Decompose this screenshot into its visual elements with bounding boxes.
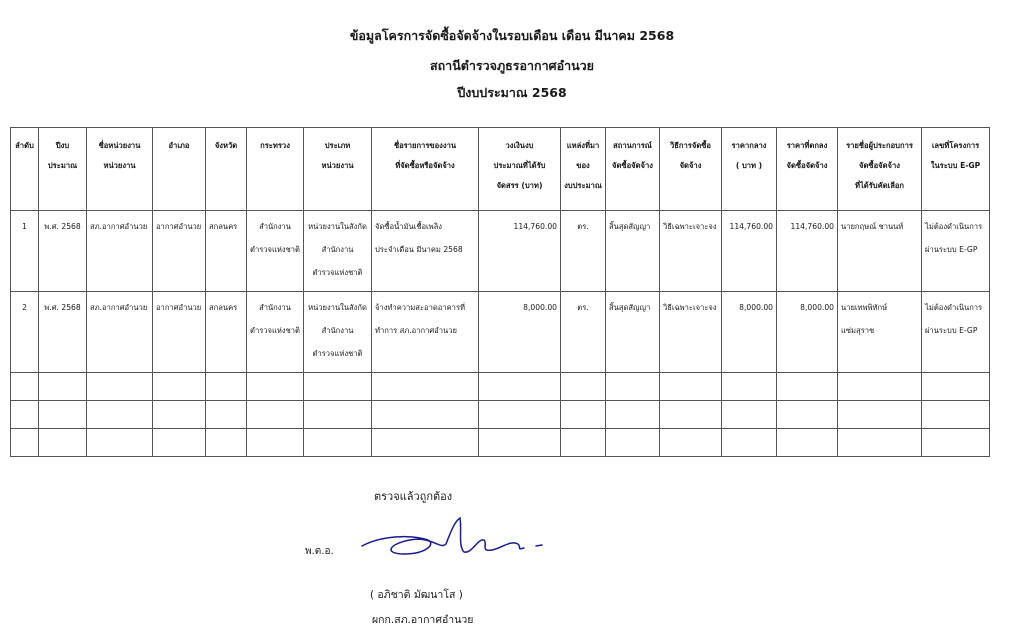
cell-text: จ้างทำความสะอาดอาคารที่ — [375, 303, 466, 312]
empty-cell — [153, 429, 206, 457]
cell-text: ทำการ สภ.อากาศอำนวย — [375, 326, 457, 335]
empty-cell — [39, 401, 87, 429]
empty-cell — [777, 401, 838, 429]
empty-cell — [606, 401, 660, 429]
column-header-line: วงเงินงบ — [505, 141, 534, 150]
cell-text: ไม่ต้องดำเนินการ — [925, 303, 983, 312]
column-header — [39, 128, 87, 211]
cell-text: อากาศอำนวย — [156, 222, 202, 231]
empty-cell — [561, 429, 606, 457]
cell-text: ผ่านระบบ E-GP — [925, 245, 978, 254]
column-header-line: ลำดับ — [15, 141, 34, 150]
cell-district — [153, 292, 206, 373]
cell-text: สำนักงาน — [321, 326, 354, 335]
empty-cell — [87, 429, 153, 457]
cell-vendor — [838, 211, 922, 292]
cell-province — [206, 292, 247, 373]
column-header-line: ราคาที่ตกลง — [786, 141, 828, 150]
empty-cell — [922, 373, 990, 401]
column-header-line: ราคากลาง — [731, 141, 767, 150]
empty-cell — [206, 373, 247, 401]
column-header — [153, 128, 206, 211]
column-header-line: จัดซื้อจัดจ้าง — [612, 161, 653, 170]
cell-text: ตำรวจแห่งชาติ — [250, 245, 300, 254]
cell-egp — [922, 211, 990, 292]
cell-text: สกลนคร — [209, 222, 238, 231]
empty-cell — [206, 429, 247, 457]
column-header-line: ประมาณที่ได้รับ — [493, 161, 546, 170]
cell-text: 8,000.00 — [523, 303, 557, 312]
cell-agreed-price — [777, 211, 838, 292]
column-header-line: จังหวัด — [214, 141, 238, 150]
cell-text: ตำรวจแห่งชาติ — [312, 268, 363, 277]
signer-position: ผกก.สภ.อากาศอำนวย — [372, 614, 474, 626]
empty-cell — [247, 373, 304, 401]
empty-row — [11, 429, 990, 457]
empty-cell — [304, 401, 372, 429]
column-header-line: เลขที่โครงการ — [931, 141, 980, 150]
empty-cell — [660, 429, 722, 457]
column-header — [777, 128, 838, 211]
column-header-line: ที่ได้รับคัดเลือก — [854, 181, 905, 190]
column-header-line: หน่วยงาน — [321, 161, 354, 170]
empty-cell — [722, 401, 777, 429]
cell-method — [660, 292, 722, 373]
cell-text: วิธีเฉพาะเจาะจง — [663, 303, 717, 312]
column-header — [922, 128, 990, 211]
empty-row — [11, 373, 990, 401]
column-header-line: อำเภอ — [168, 141, 190, 150]
empty-cell — [777, 373, 838, 401]
column-header — [660, 128, 722, 211]
empty-cell — [479, 401, 561, 429]
empty-cell — [838, 429, 922, 457]
verified-text: ตรวจแล้วถูกต้อง — [374, 490, 453, 503]
column-header — [722, 128, 777, 211]
empty-cell — [304, 429, 372, 457]
cell-median-price — [722, 292, 777, 373]
cell-budget — [479, 292, 561, 373]
document-title: ข้อมูลโครการจัดซื้อจัดจ้างในรอบเดือน เดือน มีนาคม 2568 — [349, 28, 675, 43]
cell-agency — [87, 211, 153, 292]
cell-ministry — [247, 292, 304, 373]
empty-cell — [606, 429, 660, 457]
column-header-line: ประมาณ — [47, 161, 78, 170]
cell-text: 114,760.00 — [790, 222, 834, 231]
empty-cell — [722, 429, 777, 457]
cell-text: แซ่มสุราช — [841, 326, 875, 335]
cell-text: สำนักงาน — [321, 245, 354, 254]
empty-cell — [153, 373, 206, 401]
cell-agreed-price — [777, 292, 838, 373]
cell-method — [660, 211, 722, 292]
column-header-line: หน่วยงาน — [103, 161, 136, 170]
empty-cell — [660, 373, 722, 401]
column-header-line: ชื่อรายการของงาน — [393, 141, 457, 150]
empty-cell — [372, 429, 479, 457]
cell-text: 114,760.00 — [729, 222, 773, 231]
empty-cell — [777, 429, 838, 457]
cell-text: 8,000.00 — [739, 303, 773, 312]
cell-text: สกลนคร — [209, 303, 238, 312]
cell-text: พ.ศ. 2568 — [44, 303, 81, 312]
empty-cell — [153, 401, 206, 429]
cell-text: ตร. — [577, 303, 589, 312]
cell-status — [606, 211, 660, 292]
column-header-line: กระทรวง — [260, 141, 290, 150]
cell-text: ประจำเดือน มีนาคม 2568 — [375, 245, 463, 254]
column-header-line: ในระบบ E-GP — [930, 161, 981, 170]
column-header-line: จัดซื้อจัดจ้าง — [859, 161, 900, 170]
column-header-line: จัดซื้อจัดจ้าง — [786, 161, 828, 170]
empty-row — [11, 401, 990, 429]
empty-cell — [372, 373, 479, 401]
empty-cell — [838, 373, 922, 401]
empty-cell — [247, 401, 304, 429]
empty-cell — [11, 401, 39, 429]
cell-text: สำนักงาน — [259, 222, 291, 231]
cell-year — [39, 211, 87, 292]
column-header-line: วิธีการจัดซื้อ — [670, 141, 711, 150]
empty-cell — [922, 429, 990, 457]
column-header-line: ปีงบ — [55, 141, 70, 150]
cell-text: ไม่ต้องดำเนินการ — [925, 222, 983, 231]
empty-cell — [922, 401, 990, 429]
cell-text: อากาศอำนวย — [156, 303, 202, 312]
column-header-line: ชื่อหน่วยงาน — [98, 141, 141, 150]
cell-text: สภ.อากาศอำนวย — [90, 303, 148, 312]
header-row — [11, 128, 990, 211]
cell-median-price — [722, 211, 777, 292]
empty-cell — [722, 373, 777, 401]
column-header-line: จัดสรร (บาท) — [496, 181, 543, 190]
empty-cell — [606, 373, 660, 401]
signer-name: ( อภิชาติ มัฒนาโส ) — [370, 589, 463, 601]
empty-cell — [561, 373, 606, 401]
table-row — [11, 211, 990, 292]
empty-cell — [372, 401, 479, 429]
cell-ministry — [247, 211, 304, 292]
station-title: สถานีตำรวจภูธรอากาศอำนวย — [429, 58, 594, 73]
cell-no — [11, 292, 39, 373]
cell-text: หน่วยงานในสังกัด — [308, 303, 367, 312]
empty-cell — [87, 401, 153, 429]
column-header-line: งบประมาณ — [564, 181, 602, 190]
empty-cell — [838, 401, 922, 429]
empty-cell — [479, 373, 561, 401]
cell-egp — [922, 292, 990, 373]
procurement-table — [10, 127, 990, 457]
column-header — [838, 128, 922, 211]
empty-cell — [39, 373, 87, 401]
column-header-line: สถานการณ์ — [613, 141, 652, 150]
column-header — [372, 128, 479, 211]
cell-text: ตำรวจแห่งชาติ — [312, 349, 363, 358]
cell-text: ตำรวจแห่งชาติ — [250, 326, 300, 335]
cell-text: 8,000.00 — [800, 303, 834, 312]
cell-text: 114,760.00 — [513, 222, 557, 231]
cell-budget — [479, 211, 561, 292]
cell-source — [561, 292, 606, 373]
empty-cell — [206, 401, 247, 429]
cell-text: ตร. — [577, 222, 589, 231]
cell-text: 1 — [22, 222, 27, 231]
cell-year — [39, 292, 87, 373]
signature — [340, 510, 560, 570]
cell-source — [561, 211, 606, 292]
empty-cell — [11, 429, 39, 457]
cell-status — [606, 292, 660, 373]
cell-agency-type — [304, 211, 372, 292]
column-header-line: ( บาท ) — [735, 161, 763, 170]
fiscal-year-title: ปีงบประมาณ 2568 — [457, 85, 567, 100]
cell-text: นายกฤษณ์ ชานนท์ — [841, 222, 904, 231]
empty-cell — [304, 373, 372, 401]
empty-cell — [561, 401, 606, 429]
table-row — [11, 292, 990, 373]
column-header-line: รายชื่อผู้ประกอบการ — [846, 141, 913, 150]
column-header-line: ประเภท — [324, 141, 351, 150]
cell-text: วิธีเฉพาะเจาะจง — [663, 222, 717, 231]
cell-text: นายเทพพิทักษ์ — [841, 303, 888, 312]
empty-cell — [11, 373, 39, 401]
cell-text: สิ้นสุดสัญญา — [609, 222, 651, 231]
rank-prefix: พ.ต.อ. — [305, 546, 334, 557]
cell-no — [11, 211, 39, 292]
column-header — [479, 128, 561, 211]
cell-district — [153, 211, 206, 292]
column-header — [304, 128, 372, 211]
empty-cell — [479, 429, 561, 457]
column-header-line: ของ — [576, 161, 590, 170]
column-header-line: ที่จัดซื้อหรือจัดจ้าง — [395, 161, 455, 170]
column-header-line: แหล่งที่มา — [566, 141, 600, 150]
cell-text: 2 — [22, 303, 27, 312]
empty-cell — [247, 429, 304, 457]
column-header-line: จัดจ้าง — [679, 161, 702, 170]
cell-item — [372, 292, 479, 373]
cell-agency — [87, 292, 153, 373]
column-header — [206, 128, 247, 211]
cell-text: ผ่านระบบ E-GP — [925, 326, 978, 335]
cell-text: สำนักงาน — [259, 303, 291, 312]
column-header — [561, 128, 606, 211]
column-header — [606, 128, 660, 211]
cell-text: สิ้นสุดสัญญา — [609, 303, 651, 312]
cell-text: จัดซื้อน้ำมันเชื้อเพลิง — [375, 222, 443, 231]
empty-cell — [87, 373, 153, 401]
cell-agency-type — [304, 292, 372, 373]
cell-vendor — [838, 292, 922, 373]
column-header — [11, 128, 39, 211]
cell-item — [372, 211, 479, 292]
column-header — [87, 128, 153, 211]
cell-text: พ.ศ. 2568 — [44, 222, 81, 231]
cell-text: สภ.อากาศอำนวย — [90, 222, 148, 231]
column-header — [247, 128, 304, 211]
empty-cell — [660, 401, 722, 429]
cell-province — [206, 211, 247, 292]
empty-cell — [39, 429, 87, 457]
cell-text: หน่วยงานในสังกัด — [308, 222, 367, 231]
